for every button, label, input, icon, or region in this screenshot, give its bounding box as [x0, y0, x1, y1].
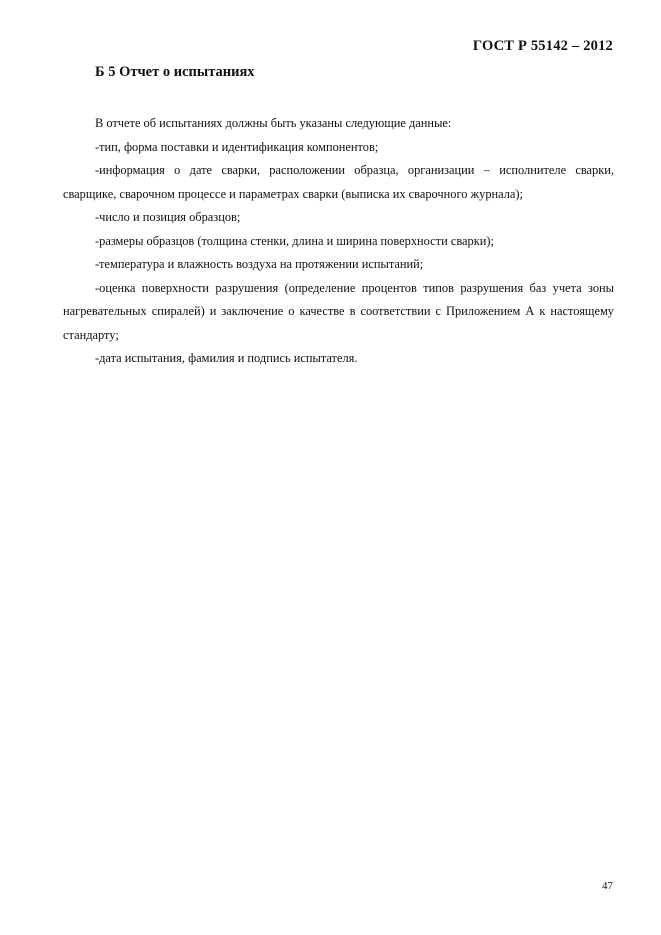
list-item-components: -тип, форма поставки и идентификация компонентов; [95, 139, 379, 154]
list-item-specimen-count: -число и позиция образцов; [95, 210, 241, 224]
list-item-welding-info: -информация о дате сварки, расположении образца, организации – исполнителе сварки, сварщике, сварочном процессе и параметрах сварки (выписка их сварочного журнала); [63, 163, 614, 201]
list-item-specimen-dimensions: -размеры образцов (толщина стенки, длина и ширина поверхности сварки); [95, 233, 494, 248]
document-code: ГОСТ Р 55142 – 2012 [472, 38, 613, 54]
paragraph-intro: В отчете об испытаниях должны быть указаны следующие данные: [95, 116, 452, 130]
page-number: 47 [602, 880, 613, 892]
list-item-temperature-humidity: -температура и влажность воздуха на протяжении испытаний; [95, 257, 424, 271]
section-body [63, 112, 614, 371]
list-item-test-date-signature: -дата испытания, фамилия и подпись испытателя. [95, 351, 358, 365]
section-title: Б 5 Отчет о испытаниях [95, 64, 255, 80]
list-item-fracture-assessment: -оценка поверхности разрушения (определение процентов типов разрушения баз учета зоны нагревательных спиралей) и заключение о качестве в соответствии с Приложением А к настоящему стандарту; [63, 280, 614, 342]
